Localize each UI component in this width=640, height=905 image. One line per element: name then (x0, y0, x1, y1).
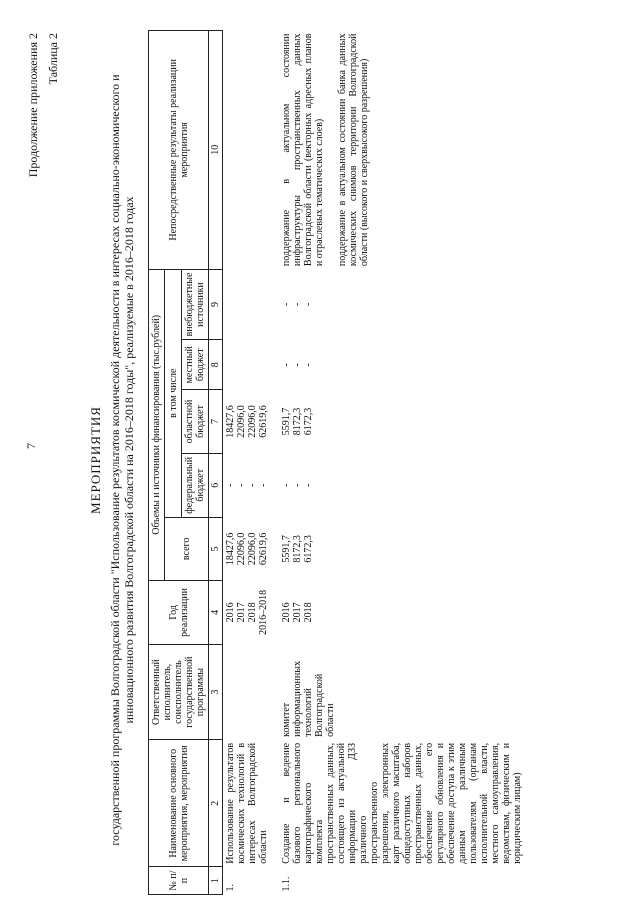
federal-value: - (292, 483, 303, 487)
row-name: Создание и ведение базового регионального картографического комплекта пространственных данных, состоящего из актуальной информации ДЗЗ различного пространственного разрешения, электронных карт различного масштаба, общедоступных наборов пространственных данных, обеспечение его регулярного обновления и обеспечение доступа к этим данным различным пользователям (органам исполнительной власти, местного самоуправления, ведомствам, физическим и юридическим лицам) (281, 742, 523, 864)
row-years (223, 581, 272, 645)
col-number: 3 (209, 644, 223, 740)
row-executor (223, 644, 272, 740)
row-extra (223, 269, 272, 340)
col-number: 4 (209, 581, 223, 645)
header-federal: федеральный бюджет (182, 453, 209, 517)
federal-value: - (236, 483, 247, 487)
page-title: МЕРОПРИЯТИЯ (88, 406, 103, 514)
row-extra (271, 269, 525, 340)
year-value: 2017 (292, 602, 303, 623)
row-years (271, 581, 525, 645)
extra-value: - (303, 302, 314, 307)
total-value: 8172,3 (292, 535, 303, 563)
regional-value: 22096,0 (247, 405, 258, 438)
rotated-page (18, 25, 618, 895)
total-value: 6172,3 (303, 535, 314, 563)
row-executor: комитет информационных технологий Волгоградской области (281, 661, 336, 737)
row-num: 1.1. (281, 876, 292, 892)
table-row (223, 31, 272, 895)
local-value: - (303, 363, 314, 367)
header-local: местный бюджет (182, 340, 209, 390)
col-number: 6 (209, 453, 223, 517)
total-value: 5591,7 (281, 535, 292, 563)
table-label: Таблица 2 (46, 33, 60, 85)
regional-value: 22096,0 (236, 405, 247, 438)
regional-value: 5591,7 (281, 407, 292, 436)
header-executor: Ответственный исполнитель, соисполнитель государственной программы (149, 644, 209, 740)
header-regional: областной бюджет (182, 390, 209, 454)
year-value: 2018 (303, 602, 314, 623)
regional-value: 62619,6 (258, 405, 269, 438)
header-total: всего (165, 517, 209, 580)
local-value: - (281, 363, 292, 367)
row-federal (271, 453, 525, 517)
federal-value: - (225, 483, 236, 487)
year-value: 2016 (225, 602, 236, 623)
header-name: Наименование основного мероприятия, мероприятия (149, 740, 209, 867)
extra-value: - (292, 302, 303, 307)
row-results (223, 31, 272, 270)
result-text: поддержание в актуальном состоянии инфраструктуры пространственных данных Волгоградской области (векторных адресных планов и отраслевых тематических слоев) (281, 33, 325, 267)
col-number: 2 (209, 740, 223, 867)
row-results (271, 31, 525, 270)
row-local (223, 340, 272, 390)
total-value: 22096,0 (236, 532, 247, 566)
year-value: 2018 (247, 602, 258, 623)
measures-table (148, 30, 525, 895)
row-total (223, 517, 272, 580)
row-regional (271, 390, 525, 454)
row-total (271, 517, 525, 580)
header-including: в том числе (165, 269, 182, 517)
header-num: № п/п (149, 867, 209, 895)
regional-value: 18427,6 (225, 405, 236, 438)
row-regional (223, 390, 272, 454)
col-number: 1 (209, 867, 223, 895)
federal-value: - (303, 483, 314, 487)
header-funding: Объемы и источники финансирования (тыс.рублей) (149, 269, 165, 580)
header-results: Непосредственные результаты реализации мероприятия (149, 31, 209, 270)
table-row (271, 31, 525, 895)
total-value: 62619,6 (258, 532, 269, 566)
total-value: 22096,0 (247, 532, 258, 566)
page-number: 7 (24, 443, 38, 449)
year-value: 2017 (236, 602, 247, 623)
col-number: 8 (209, 340, 223, 390)
year-value: 2016 (281, 602, 292, 623)
federal-value: - (258, 483, 269, 487)
local-value: - (292, 363, 303, 367)
row-num: 1. (225, 884, 236, 892)
row-name: Использование результатов космических технологий в интересах Волгоградской области (225, 742, 269, 864)
year-value: 2016–2018 (258, 589, 269, 635)
row-federal (223, 453, 272, 517)
col-number: 9 (209, 269, 223, 340)
total-value: 18427,6 (225, 532, 236, 566)
page-subtitle: государственной программы Волгоградской области "Использование результатов космической деятельности в интересах социально-экономического и инновационного развития Волгоградской области на 2016–2018 годы", реализуемые в 2016–2018 годах (108, 74, 136, 846)
federal-value: - (247, 483, 258, 487)
row-local (271, 340, 525, 390)
appendix-note: Продолжение приложения 2 (26, 33, 40, 178)
extra-value: - (281, 302, 292, 307)
header-year: Год реализации (149, 581, 209, 645)
result-text: поддержание в актуальном состоянии банка данных космических снимков территории Волгоградской области (высокого и сверхвысокого разрешения) (337, 33, 370, 267)
col-number: 10 (209, 31, 223, 270)
regional-value: 8172,3 (292, 407, 303, 436)
col-number: 5 (209, 517, 223, 580)
regional-value: 6172,3 (303, 407, 314, 436)
federal-value: - (281, 483, 292, 487)
col-number: 7 (209, 390, 223, 454)
header-extra: внебюджетные источники (182, 269, 209, 340)
